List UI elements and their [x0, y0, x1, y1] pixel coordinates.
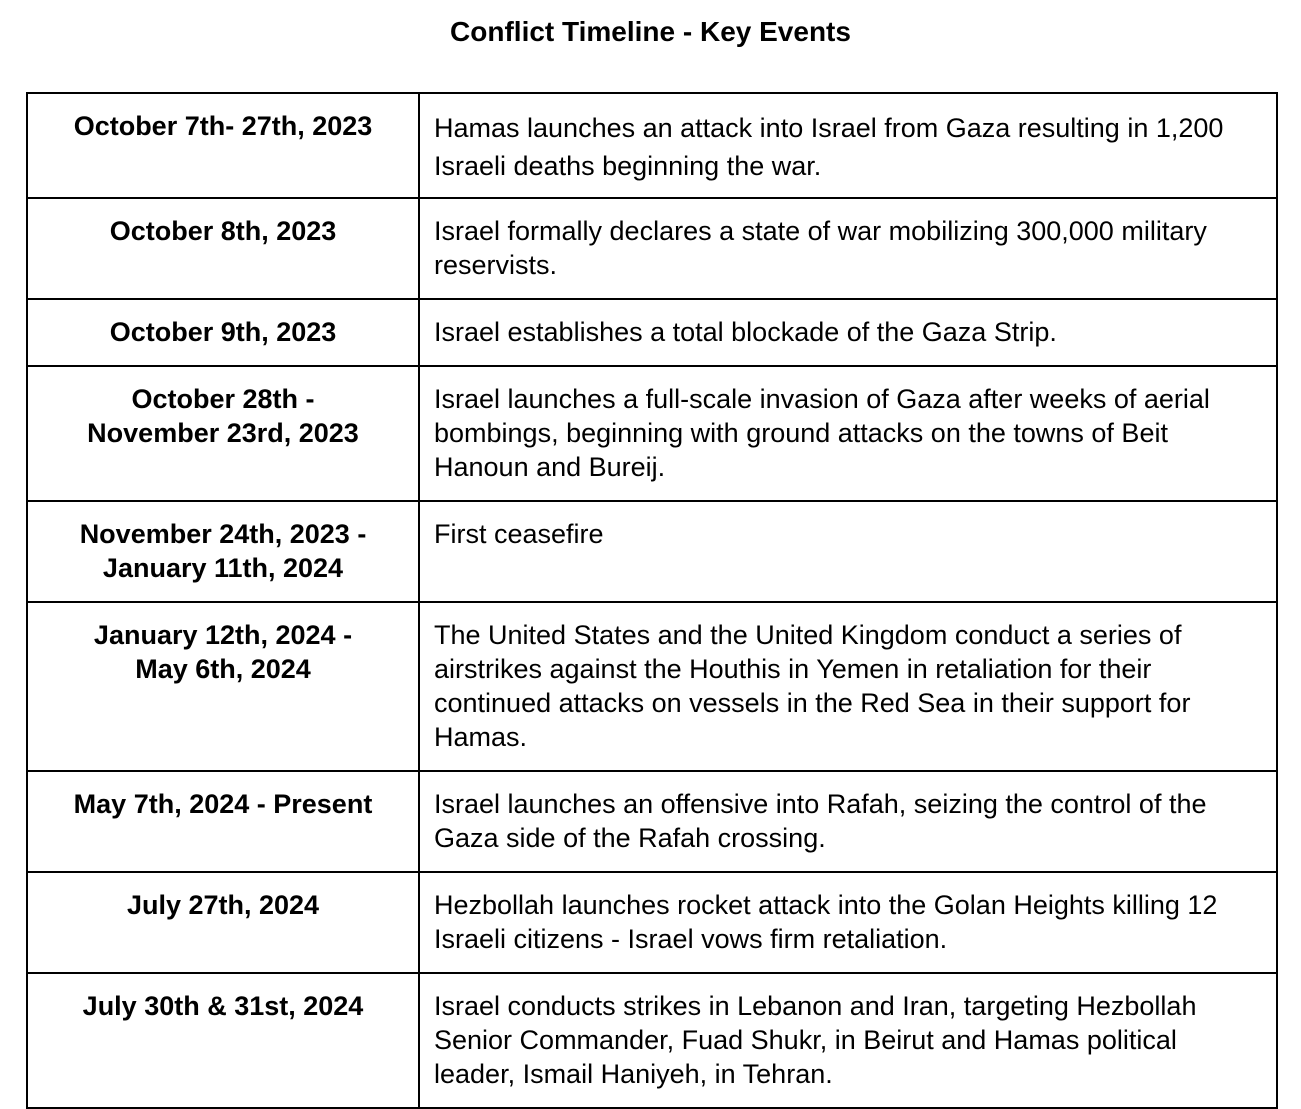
timeline-table: [26, 92, 1278, 1109]
event-cell: Israel formally declares a state of war mobilizing 300,000 military reservists.: [419, 198, 1277, 299]
event-cell: Hezbollah launches rocket attack into the Golan Heights killing 12 Israeli citizens - Israel vows firm retaliation.: [419, 872, 1277, 973]
page-title: Conflict Timeline - Key Events: [450, 16, 851, 47]
table-row: [27, 299, 1277, 366]
date-cell: October 7th- 27th, 2023: [27, 93, 419, 198]
event-cell: First ceasefire: [419, 501, 1277, 602]
table-row: [27, 872, 1277, 973]
event-cell: The United States and the United Kingdom conduct a series of airstrikes against the Houthis in Yemen in retaliation for their continued attacks on vessels in the Red Sea in their support for Hamas.: [419, 602, 1277, 771]
event-cell: Israel conducts strikes in Lebanon and Iran, targeting Hezbollah Senior Commander, Fuad Shukr, in Beirut and Hamas political leader, Ismail Haniyeh, in Tehran.: [419, 973, 1277, 1108]
table-row: [27, 501, 1277, 602]
date-cell: October 28th - November 23rd, 2023: [27, 366, 419, 501]
event-cell: Israel launches an offensive into Rafah, seizing the control of the Gaza side of the Rafah crossing.: [419, 771, 1277, 872]
date-cell: October 9th, 2023: [27, 299, 419, 366]
event-cell: Israel establishes a total blockade of the Gaza Strip.: [419, 299, 1277, 366]
date-cell: January 12th, 2024 - May 6th, 2024: [27, 602, 419, 771]
date-cell: July 30th & 31st, 2024: [27, 973, 419, 1108]
date-cell: November 24th, 2023 - January 11th, 2024: [27, 501, 419, 602]
event-cell: Hamas launches an attack into Israel from Gaza resulting in 1,200 Israeli deaths beginning the war.: [419, 93, 1277, 198]
table-row: [27, 973, 1277, 1108]
table-row: [27, 771, 1277, 872]
table-row: [27, 602, 1277, 771]
table-row: [27, 198, 1277, 299]
date-cell: May 7th, 2024 - Present: [27, 771, 419, 872]
table-row: [27, 366, 1277, 501]
date-cell: July 27th, 2024: [27, 872, 419, 973]
date-cell: October 8th, 2023: [27, 198, 419, 299]
event-cell: Israel launches a full-scale invasion of Gaza after weeks of aerial bombings, beginning with ground attacks on the towns of Beit Hanoun and Bureij.: [419, 366, 1277, 501]
table-row: [27, 93, 1277, 198]
